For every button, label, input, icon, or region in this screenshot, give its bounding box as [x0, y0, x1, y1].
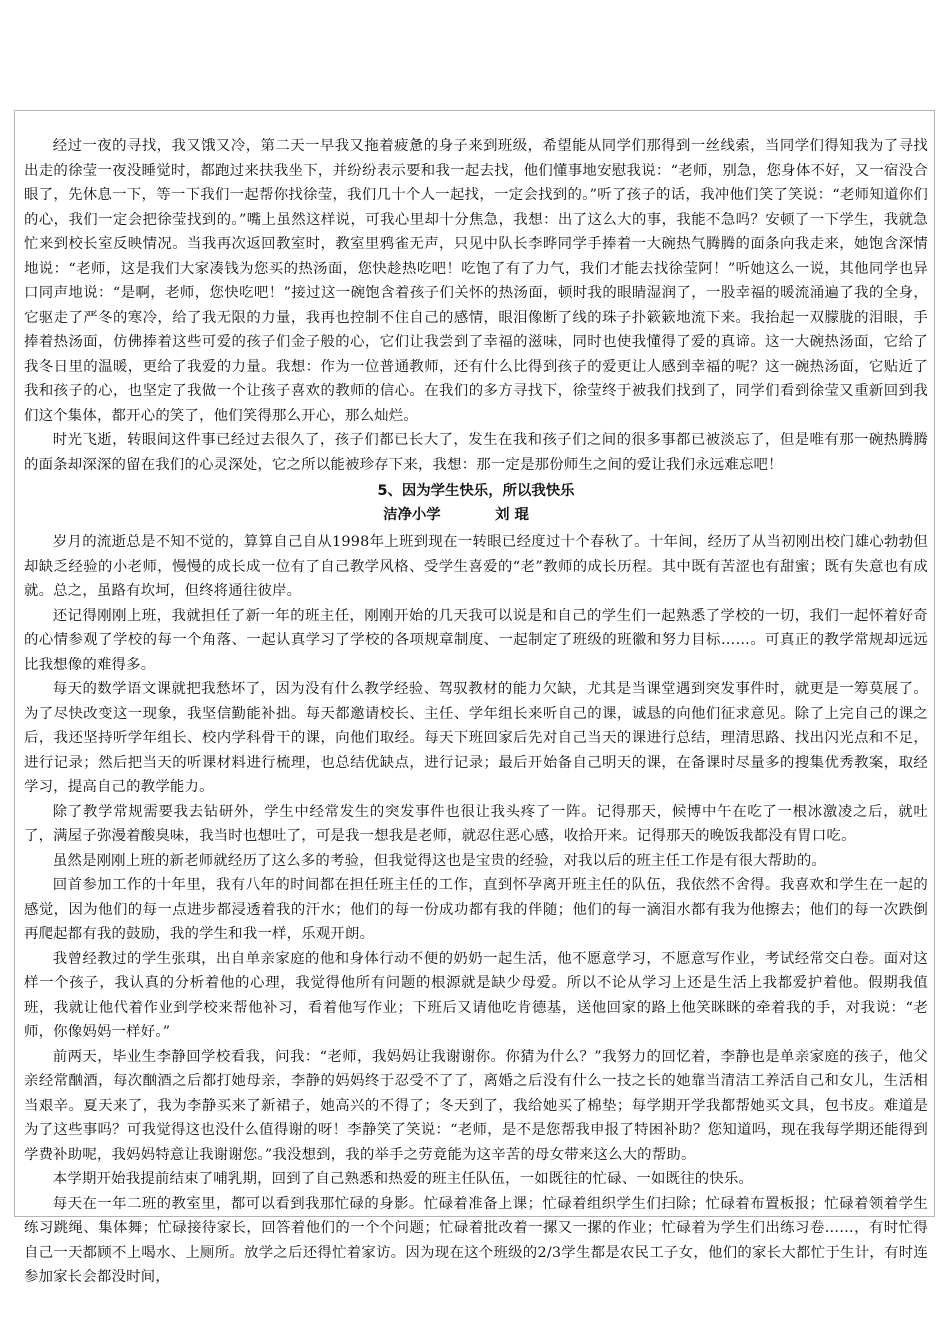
author-school: 洁净小学 — [383, 507, 441, 523]
author-name: 刘 琨 — [495, 507, 529, 523]
paragraph: 虽然是刚刚上班的新老师就经历了这么多的考验，但我觉得这也是宝贵的经验，对我以后的班主任工作是有很大帮助的。 — [52, 852, 827, 869]
paragraph: 每天在一年二班的教室里，都可以看到我那忙碌的身影。忙碌着准备上课；忙碌着组织学生们扫除；忙碌着布置板报；忙碌着领着学生练习跳绳、集体舞；忙碌接待家长，回答着他们的一个个问题；忙碌着批改着一摞又一摞的作业；忙碌着为学生们出练习卷……，有时忙得自己一天都顾不上喝水、上厕所。放学之后还得忙着家访。因为现在这个班级的2/3学生都是农民工子女，他们的家长大都忙于生计，有时连参加家长会都没时间， — [24, 1195, 928, 1285]
paragraph: 还记得刚刚上班，我就担任了新一年的班主任，刚刚开始的几天我可以说是和自己的学生们一起熟悉了学校的一切，我们一起怀着好奇的心情参观了学校的每一个角落、一起认真学习了学校的各项规章制度、一起制定了班级的班徽和努力目标……。可真正的教学常规却远远比我想像的难得多。 — [24, 607, 928, 673]
paragraph: 前两天，毕业生李静回学校看我，问我：“老师，我妈妈让我谢谢你。你猜为什么？”我努力的回忆着，李静也是单亲家庭的孩子，他父亲经常酗酒，每次酗酒之后都打她母亲，李静的妈妈终于忍受不了了，离婚之后没有什么一技之长的她靠当清洁工养活自己和女儿，生活相当艰辛。夏天来了，我为李静买来了新裙子，她高兴的不得了；冬天到了，我给她买了棉垫；每学期开学我都帮她买文具，包书皮。难道是为了这些事吗？可我觉得这也没什么值得谢的呀！李静笑了笑说：“老师，是不是您帮我申报了特困补助？您知道吗，现在我每学期还能得到学费补助呢，我妈妈特意让我谢谢您。”我没想到，我的举手之劳竟能为这辛苦的母女带来这么大的帮助。 — [24, 1048, 928, 1163]
paragraph: 经过一夜的寻找，我又饿又冷，第二天一早我又拖着疲惫的身子来到班级，希望能从同学们那得到一丝线索，当同学们得知我为了寻找出走的徐莹一夜没睡觉时，都跑过来扶我坐下，并纷纷表示要和我一起去找，他们懂事地安慰我说：“老师，别急，您身体不好，又一宿没合眼了，先休息一下，等一下我们一起帮你找徐莹，我们几十个人一起找，一定会找到的。”听了孩子的话，我冲他们笑了笑说：“老师知道你们的心，我们一定会把徐莹找到的。”嘴上虽然这样说，可我心里却十分焦急，我想：出了这么大的事，我能不急吗？安顿了一下学生，我就急忙来到校长室反映情况。当我再次返回教室时，教室里鸦雀无声，只见中队长李晔同学手捧着一大碗热气腾腾的面条向我走来，她饱含深情地说：“老师，这是我们大家凑钱为您买的热汤面，您快趁热吃吧！吃饱了有了力气，我们才能去找徐莹阿！”听她这么一说，其他同学也异口同声地说：“是啊，老师，您快吃吧！”接过这一碗饱含着孩子们关怀的热汤面，顿时我的眼睛湿润了，一股幸福的暖流涌遍了我的全身，它驱走了严冬的寒冷，给了我无限的力量，我再也控制不住自己的感情，眼泪像断了线的珠子扑簌簌地流下来。我抬起一双朦胧的泪眼，手捧着热汤面，仿佛捧着这些可爱的孩子们金子般的心，它们让我尝到了幸福的滋味，同时也使我懂得了爱的真谛。这一大碗热汤面，它给了我冬日里的温暖，更给了我爱的力量。我想：作为一位普通教师，还有什么比得到孩子的爱更让人感到幸福的呢？这一碗热汤面，它贴近了我和孩子的心，也坚定了我做一个让孩子喜欢的教师的信心。在我们的多方寻找下，徐莹终于被我们找到了，同学们看到徐莹又重新回到我们这个集体，都开心的笑了，他们笑得那么开心，那么灿烂。 — [24, 138, 928, 424]
paragraph: 回首参加工作的十年里，我有八年的时间都在担任班主任的工作，直到怀孕离开班主任的队伍，我依然不舍得。我喜欢和学生在一起的感觉，因为他们的每一点进步都浸透着我的汗水；他们的每一份成功都有我的伴随；他们的每一滴泪水都有我为他擦去；他们的每一次跌倒再爬起都有我的鼓励，我的学生和我一样，乐观开朗。 — [24, 877, 928, 942]
paragraph: 时光飞逝，转眼间这件事已经过去很久了，孩子们都已长大了，发生在我和孩子们之间的很多事都已被淡忘了，但是唯有那一碗热腾腾的面条却深深的留在我们的心灵深处，它之所以能被珍存下来，我想：那一定是那份师生之间的爱让我们永远难忘吧！ — [24, 432, 928, 473]
paragraph: 岁月的流逝总是不知不觉的，算算自己自从1998年上班到现在一转眼已经度过十个春秋了。十年间，经历了从当初刚出校门雄心勃勃但却缺乏经验的小老师，慢慢的成长成一位有了自己教学风格、受学生喜爱的“老”教师的成长历程。其中既有苦涩也有甜蜜；既有失意也有成就。总之，虽路有坎坷，但终将通往彼岸。 — [24, 534, 928, 599]
paragraph: 每天的数学语文课就把我愁坏了，因为没有什么教学经验、驾驭教材的能力欠缺，尤其是当课堂遇到突发事件时，就更是一筹莫展了。为了尽快改变这一现象，我坚信勤能补拙。每天都邀请校长、主任、学年组长来听自己的课，诚恳的向他们征求意见。除了上完自己的课之后，我还坚持听学年组长、校内学科骨干的课，向他们取经。每天下班回家后先对自己当天的课进行总结，理清思路、找出闪光点和不足，进行记录；然后把当天的听课材料进行梳理，也总结优缺点，进行记录；最后开始备自己明天的课，在备课时尽量多的搜集优秀教案，取经学习，提高自己的教学能力。 — [24, 681, 928, 795]
byline — [24, 503, 928, 527]
document-body — [24, 134, 928, 1290]
section-title: 5、因为学生快乐，所以我快乐 — [377, 483, 575, 499]
paragraph: 除了教学常规需要我去钻研外，学生中经常发生的突发事件也很让我头疼了一阵。记得那天，候博中午在吃了一根冰激凌之后，就吐了，满屋子弥漫着酸臭味，我当时也想吐了，可是我一想我是老师，就忍住恶心感，收拾开来。记得那天的晚饭我都没有胃口吃。 — [24, 803, 928, 844]
paragraph: 我曾经教过的学生张琪，出自单亲家庭的他和身体行动不便的奶奶一起生活，他不愿意学习，不愿意写作业，考试经常交白卷。面对这样一个孩子，我认真的分析着他的心理，我觉得他所有问题的根源就是缺少母爱。所以不论从学习上还是生活上我都爱护着他。假期我值班，我就让他代着作业到学校来帮他补习，看着他写作业；下班后又请他吃肯德基，送他回家的路上他笑眯眯的牵着我的手，对我说：“老师，你像妈妈一样好。” — [24, 950, 928, 1040]
paragraph: 本学期开始我提前结束了哺乳期，回到了自己熟悉和热爱的班主任队伍，一如既往的忙碌、一如既往的快乐。 — [52, 1171, 754, 1187]
